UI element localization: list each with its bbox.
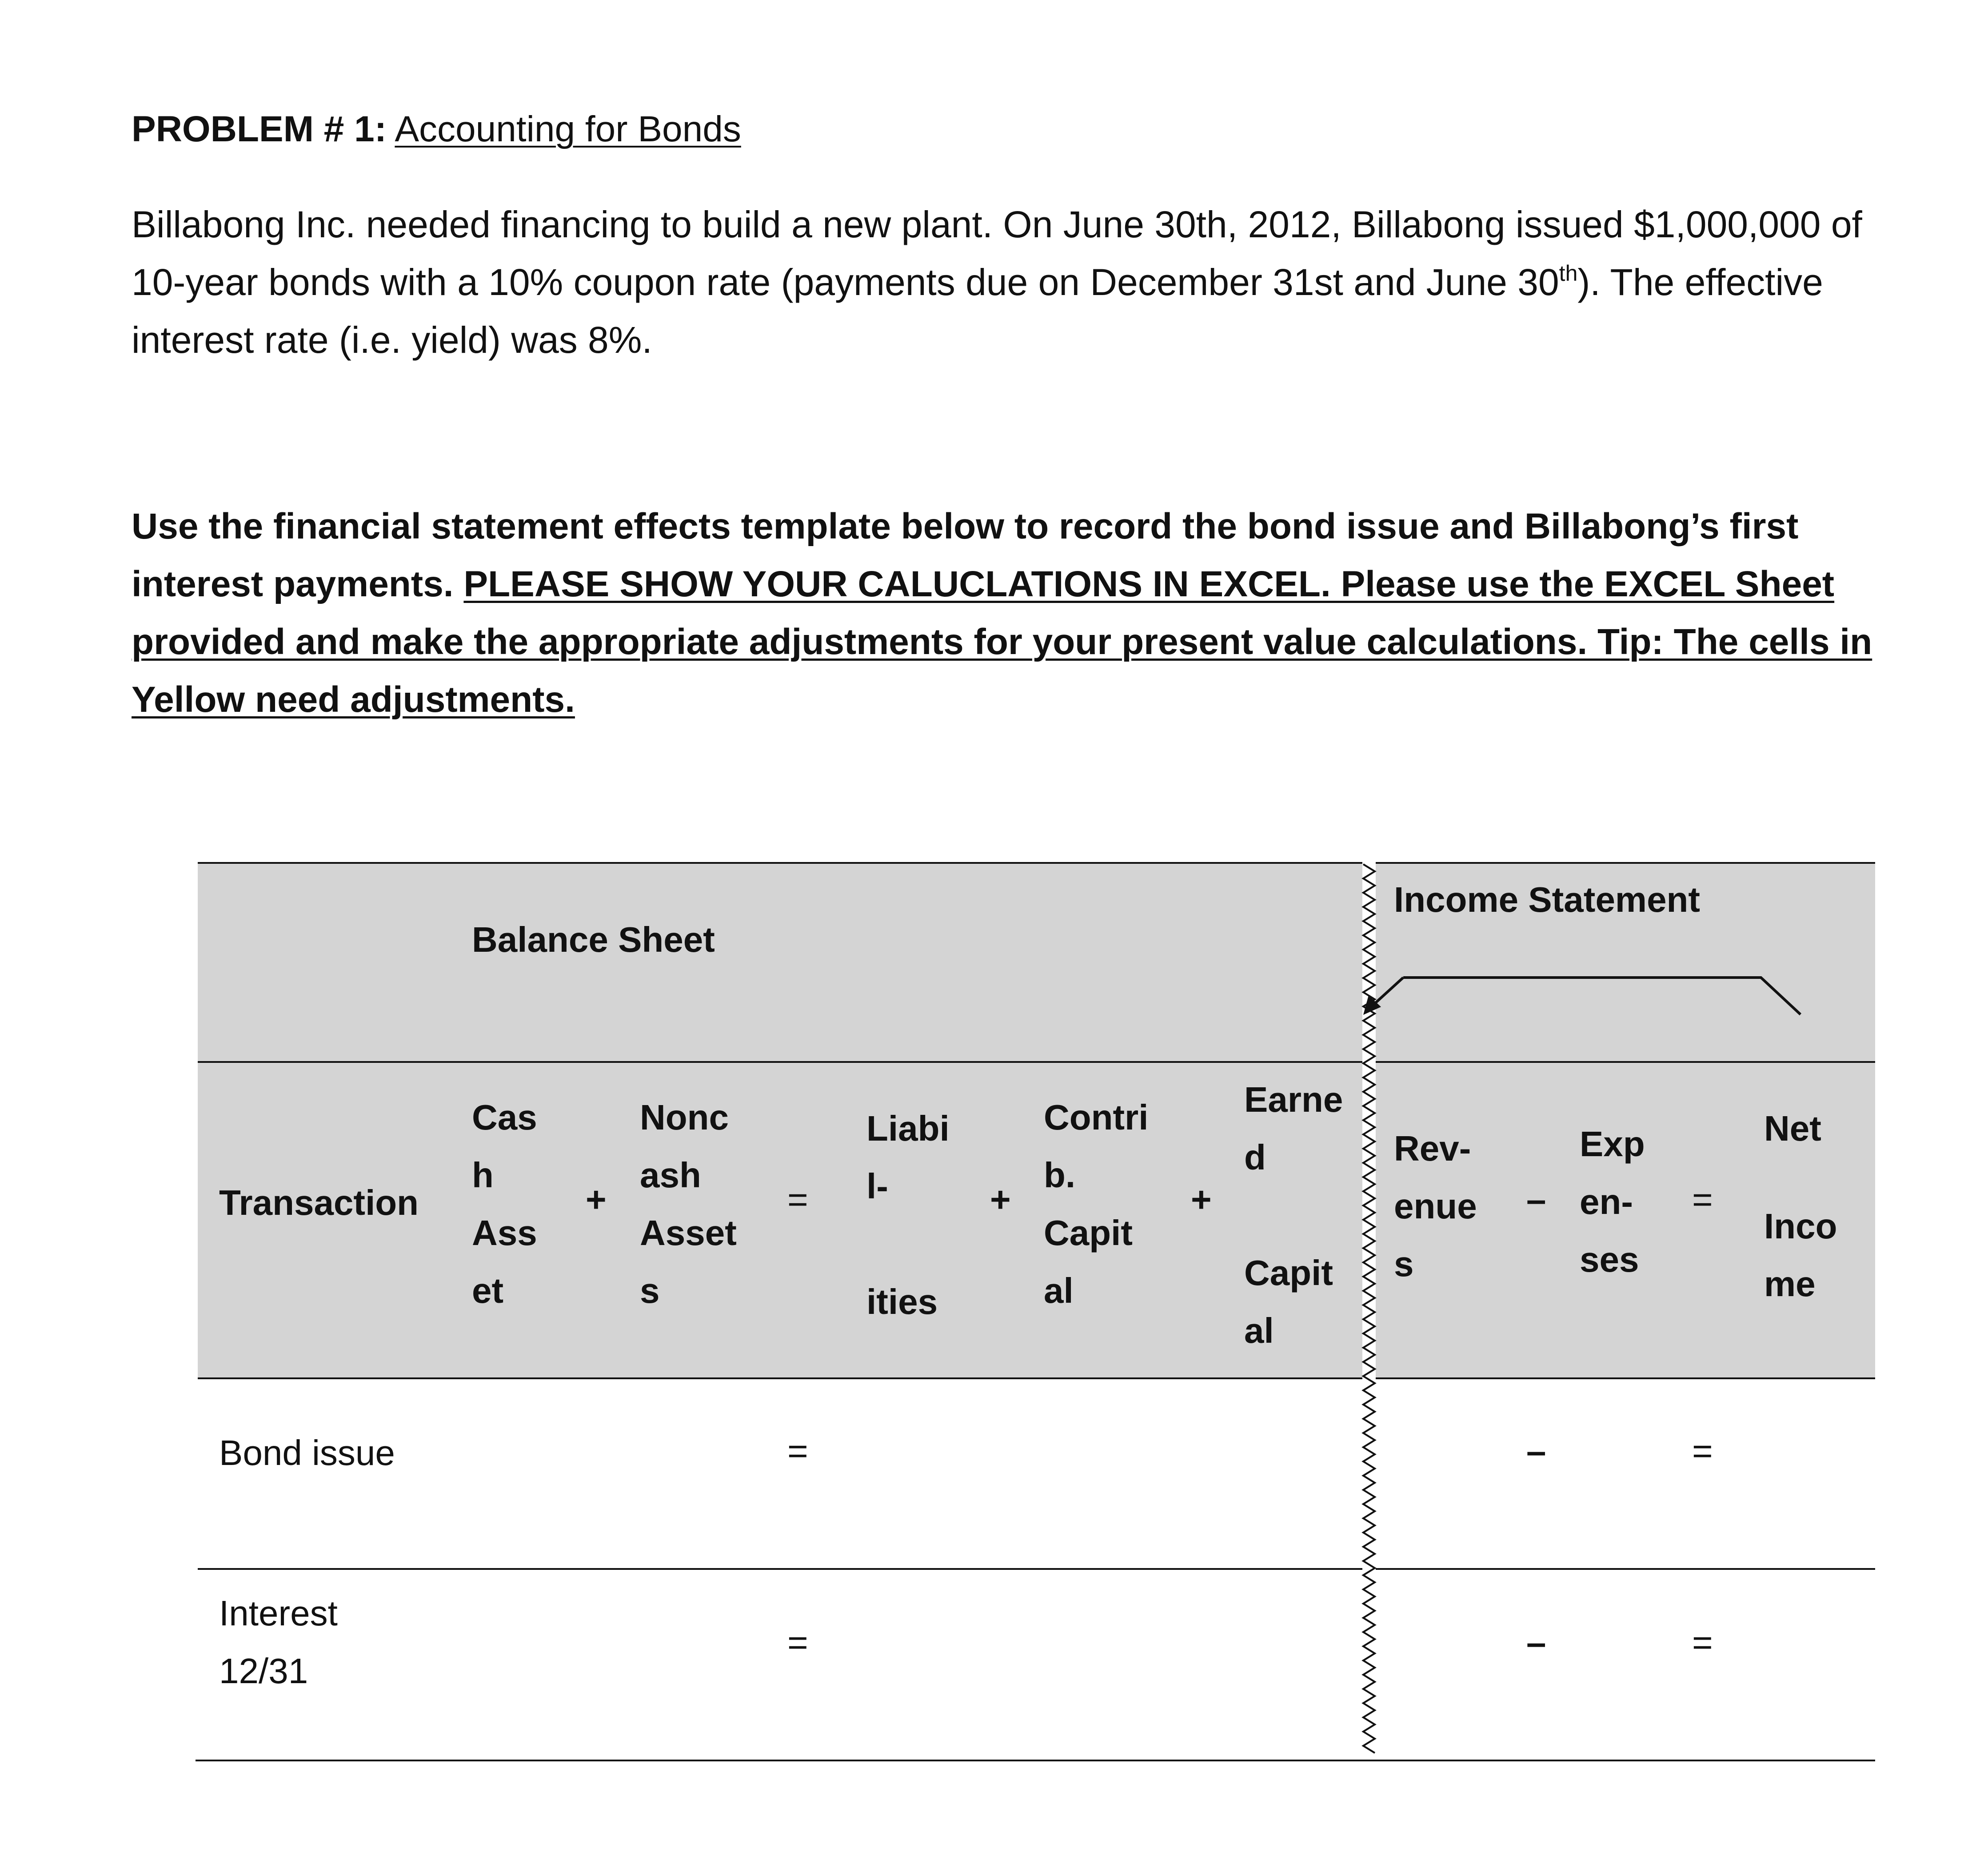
- header-equals-operator: =: [787, 1180, 808, 1219]
- instructions-line-4: Yellow need adjustments.: [132, 679, 575, 720]
- col-noncash-part: ash: [640, 1155, 701, 1195]
- row-equals-operator: =: [1692, 1431, 1713, 1471]
- row-equals-operator: =: [787, 1431, 808, 1471]
- instructions-line-2-underlined: PLEASE SHOW YOUR CALUCLATIONS IN EXCEL. Please use the EXCEL Sheet: [463, 564, 1835, 604]
- problem-title: Accounting for Bonds: [395, 109, 741, 149]
- col-expenses-part: en-: [1580, 1182, 1633, 1221]
- col-liabilities-part: Liabi: [866, 1109, 950, 1148]
- income-bracket: [1403, 978, 1800, 1014]
- paragraph-line-3: interest rate (i.e. yield) was 8%.: [132, 319, 652, 361]
- header-plus-operator: +: [1191, 1180, 1212, 1219]
- row-minus-operator: –: [1526, 1431, 1546, 1471]
- col-revenues-part: s: [1394, 1244, 1414, 1284]
- col-noncash-part: Asset: [640, 1213, 737, 1253]
- col-contrib-part: b.: [1044, 1155, 1076, 1195]
- col-contrib-part: Capit: [1044, 1213, 1133, 1253]
- col-transaction: Transaction: [219, 1183, 419, 1222]
- row-minus-operator: –: [1526, 1623, 1546, 1662]
- header-plus-operator: +: [586, 1180, 607, 1219]
- col-revenues-part: enue: [1394, 1186, 1477, 1226]
- col-noncash-part: s: [640, 1271, 660, 1310]
- col-cash-asset-part: et: [472, 1271, 504, 1310]
- col-earned-part: Earne: [1244, 1080, 1343, 1119]
- header-minus-operator: –: [1526, 1180, 1546, 1219]
- income-statement-header: Income Statement: [1394, 880, 1701, 919]
- header-equals-operator: =: [1692, 1180, 1713, 1219]
- superscript-th: th: [1559, 261, 1578, 286]
- col-cash-asset-part: h: [472, 1155, 494, 1195]
- row-label-bond-issue: Bond issue: [219, 1433, 395, 1473]
- row-equals-operator: =: [1692, 1623, 1713, 1662]
- instructions-line-3: provided and make the appropriate adjustments for your present value calculations. Tip: The cells in: [132, 622, 1872, 662]
- col-liabilities-part: ities: [866, 1282, 938, 1321]
- col-expenses-part: ses: [1580, 1240, 1639, 1279]
- col-earned-part: d: [1244, 1138, 1266, 1177]
- instructions-line-2-plain: interest payments.: [132, 564, 464, 604]
- col-noncash-part: Nonc: [640, 1098, 729, 1137]
- balance-sheet-header: Balance Sheet: [472, 920, 715, 959]
- paragraph-line-2-post: ). The effective: [1577, 261, 1823, 303]
- problem-label: PROBLEM # 1:: [132, 109, 387, 149]
- col-net-income-part: Inco: [1764, 1206, 1837, 1246]
- col-earned-part: al: [1244, 1311, 1274, 1350]
- row-label-interest-line1: Interest: [219, 1593, 338, 1633]
- col-earned-part: Capit: [1244, 1253, 1333, 1293]
- paragraph-line-1: Billabong Inc. needed financing to build a new plant. On June 30th, 2012, Billabong issued $1,000,000 of: [132, 204, 1862, 245]
- row-equals-operator: =: [787, 1623, 808, 1662]
- col-cash-asset-part: Cas: [472, 1098, 537, 1137]
- col-net-income-part: me: [1764, 1264, 1816, 1304]
- col-cash-asset-part: Ass: [472, 1213, 537, 1253]
- paragraph-line-2-pre: 10-year bonds with a 10% coupon rate (payments due on December 31st and June 30: [132, 261, 1559, 303]
- col-net-income-part: Net: [1764, 1109, 1821, 1148]
- instructions-line-1: Use the financial statement effects template below to record the bond issue and Billabong’s first: [132, 506, 1799, 547]
- row-label-interest-line2: 12/31: [219, 1651, 308, 1691]
- arrow-shaft: [1373, 978, 1403, 1005]
- header-plus-operator: +: [990, 1180, 1011, 1219]
- col-expenses-part: Exp: [1580, 1124, 1645, 1164]
- col-contrib-part: Contri: [1044, 1098, 1149, 1137]
- col-revenues-part: Rev-: [1394, 1129, 1471, 1168]
- col-liabilities-part: l-: [866, 1166, 888, 1206]
- col-contrib-part: al: [1044, 1271, 1074, 1310]
